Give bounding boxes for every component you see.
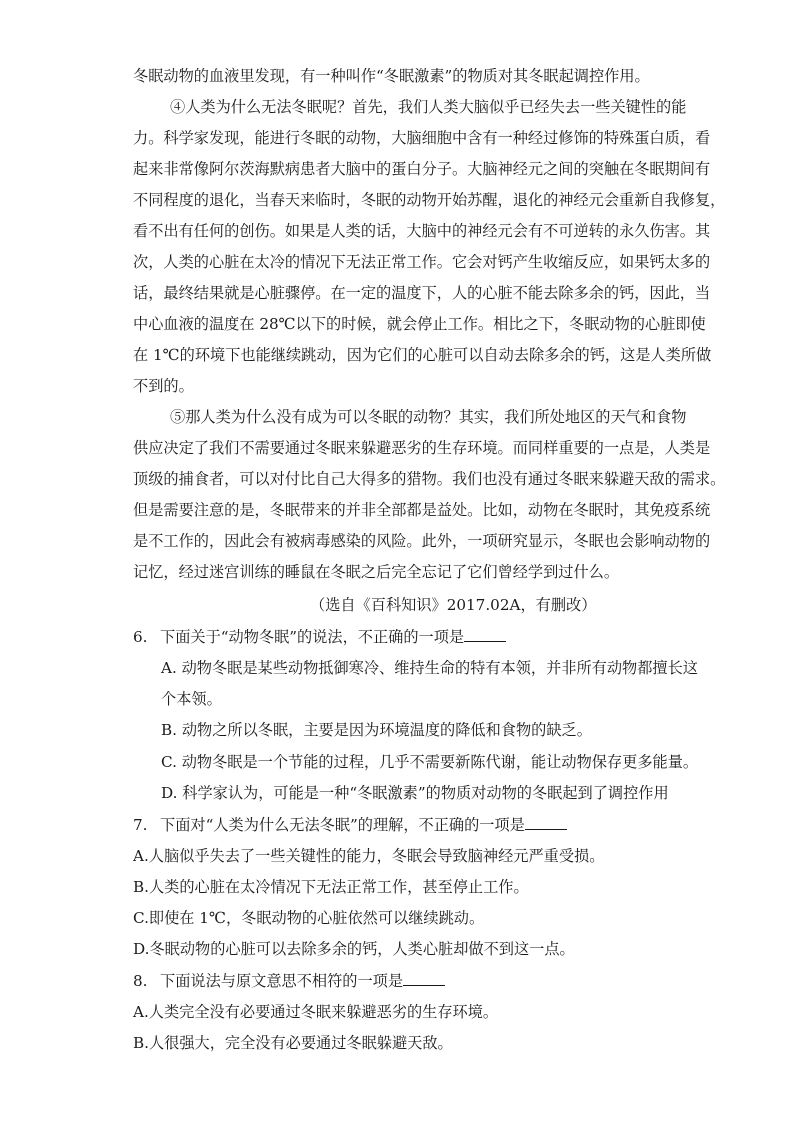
answer-blank xyxy=(403,971,445,986)
question-6-option-d: D. 科学家认为，可能是一种“冬眠激素”的物质对动物的冬眠起到了调控作用 xyxy=(161,784,669,802)
answer-blank xyxy=(525,815,567,830)
source-citation: （选自《百科知识》2017.02A，有删改） xyxy=(310,596,597,614)
paragraph-5-line: 但是需要注意的是，冬眠带来的并非全部都是益处。比如，动物在冬眠时，其免疫系统 xyxy=(133,501,711,519)
paragraph-4-line: 不同程度的退化，当春天来临时，冬眠的动物开始苏醒，退化的神经元会重新自我修复， xyxy=(133,191,726,209)
answer-blank xyxy=(464,627,506,642)
question-6-option-b: B. 动物之所以冬眠，主要是因为环境温度的降低和食物的缺乏。 xyxy=(161,721,592,739)
question-7-option-d: D.冬眠动物的心脏可以去除多余的钙，人类心脏却做不到这一点。 xyxy=(133,940,575,958)
question-8-stem-text: 下面说法与原文意思不相符的一项是 xyxy=(160,972,403,990)
paragraph-4-line: 起来非常像阿尔茨海默病患者大脑中的蛋白分子。大脑神经元之间的突触在冬眠期间有 xyxy=(133,160,711,178)
paragraph-4-line: 力。科学家发现，能进行冬眠的动物，大脑细胞中含有一种经过修饰的特殊蛋白质，看 xyxy=(133,129,711,147)
paragraph-5-line: ⑤那人类为什么没有成为可以冬眠的动物？其实，我们所处地区的天气和食物 xyxy=(170,408,687,426)
question-6-stem xyxy=(160,627,663,647)
paragraph-4-line: ④人类为什么无法冬眠呢？首先，我们人类大脑似乎已经失去一些关键性的能 xyxy=(170,98,687,116)
question-6-option-a: A. 动物冬眠是某些动物抵御寒冷、维持生命的特有本领，并非所有动物都擅长这 xyxy=(161,659,698,677)
paragraph-4-line: 看不出有任何的创伤。如果是人类的话，大脑中的神经元会有不可逆转的永久伤害。其 xyxy=(133,222,711,240)
question-7-option-a: A.人脑似乎失去了一些关键性的能力，冬眠会导致脑神经元严重受损。 xyxy=(133,847,605,865)
question-6-number: 6. xyxy=(133,628,148,646)
question-8-stem xyxy=(160,971,663,991)
paragraph-5-line: 记忆，经过迷宫训练的睡鼠在冬眠之后完全忘记了它们曾经学到过什么。 xyxy=(133,563,619,581)
question-7-option-b: B.人类的心脏在太冷情况下无法正常工作，甚至停止工作。 xyxy=(133,878,529,896)
question-7-stem-text: 下面对“人类为什么无法冬眠”的理解，不正确的一项是 xyxy=(160,816,525,834)
question-6-option-a-cont: 个本领。 xyxy=(161,690,222,708)
question-7-number: 7. xyxy=(133,816,148,834)
question-8-option-a: A.人类完全没有必要通过冬眠来躲避恶劣的生存环境。 xyxy=(133,1003,499,1021)
paragraph-5-line: 顶级的捕食者，可以对付比自己大得多的猎物。我们也没有通过冬眠来躲避天敌的需求。 xyxy=(133,470,726,488)
paragraph-5-line: 供应决定了我们不需要通过冬眠来躲避恶劣的生存环境。而同样重要的一点是，人类是 xyxy=(133,439,711,457)
question-7-stem xyxy=(160,815,663,835)
paragraph-4-line: 中心血液的温度在 28℃以下的时候，就会停止工作。相比之下，冬眠动物的心脏即使 xyxy=(133,315,706,333)
passage-intro-line: 冬眠动物的血液里发现，有一种叫作“冬眠激素”的物质对其冬眠起调控作用。 xyxy=(133,67,650,85)
paragraph-4-line: 话，最终结果就是心脏骤停。在一定的温度下，人的心脏不能去除多余的钙，因此，当 xyxy=(133,284,711,302)
question-8-number: 8. xyxy=(133,972,148,990)
question-8-option-b: B.人很强大，完全没有必要通过冬眠躲避天敌。 xyxy=(133,1034,453,1052)
question-7-option-c: C.即使在 1℃，冬眠动物的心脏依然可以继续跳动。 xyxy=(133,909,485,927)
question-6-option-c: C. 动物冬眠是一个节能的过程，几乎不需要新陈代谢，能让动物保存更多能量。 xyxy=(161,753,699,771)
question-6-stem-text: 下面关于“动物冬眠”的说法，不正确的一项是 xyxy=(160,628,465,646)
paragraph-4-line: 不到的。 xyxy=(133,377,194,395)
paragraph-4-line: 在 1℃的环境下也能继续跳动，因为它们的心脏可以自动去除多余的钙，这是人类所做 xyxy=(133,346,712,364)
paragraph-5-line: 是不工作的，因此会有被病毒感染的风险。此外，一项研究显示，冬眠也会影响动物的 xyxy=(133,532,711,550)
paragraph-4-line: 次，人类的心脏在太冷的情况下无法正常工作。它会对钙产生收缩反应，如果钙太多的 xyxy=(133,253,711,271)
